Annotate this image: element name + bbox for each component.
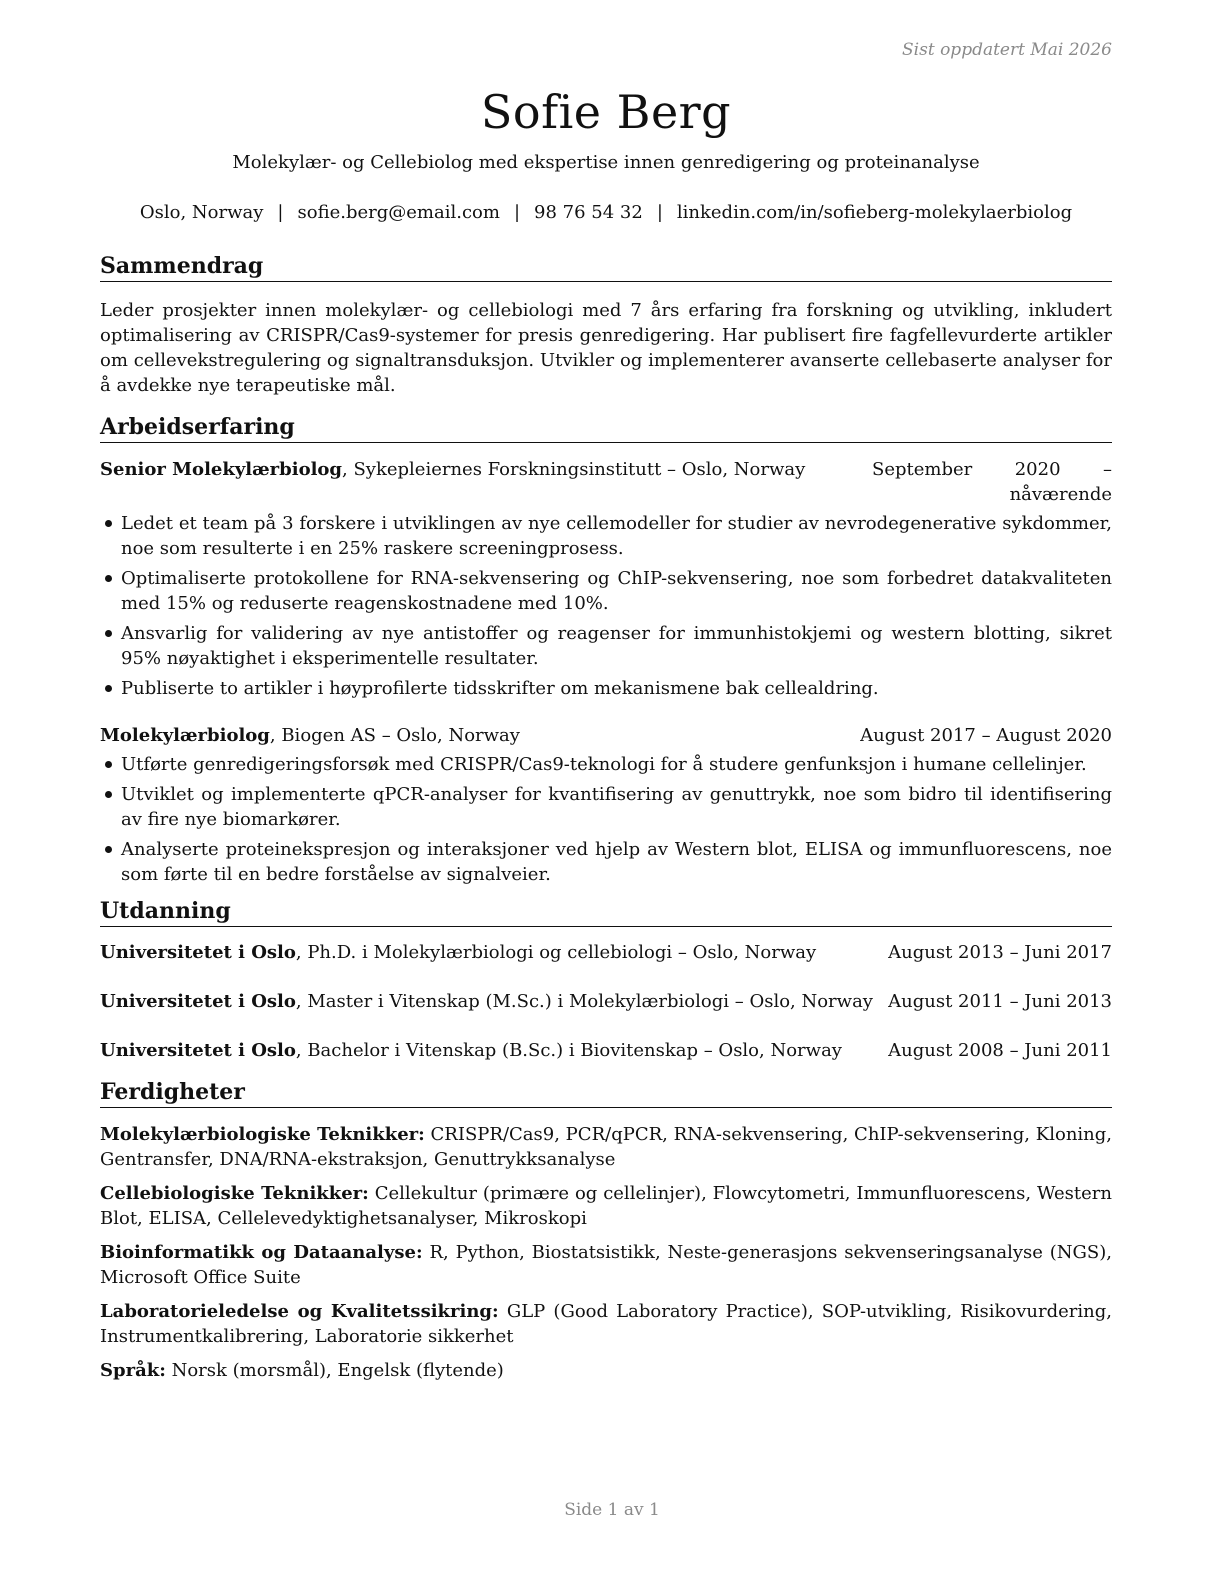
education-school: Universitetet i Oslo	[100, 991, 296, 1012]
skill-text: CRISPR/Cas9, PCR/qPCR, RNA-sekvensering, ChIP-sekvensering, Kloning, Gentransfer, DNA/RNA-ekstraksjon, Genuttrykksanalyse	[100, 1124, 1113, 1170]
list-item: Ledet et team på 3 forskere i utviklingen av nye cellemodeller for studier av nevrodegenerative sykdommer, noe som resulterte i en 25% raskere screeningprosess.	[100, 511, 1112, 561]
job-role: Molekylærbiolog	[100, 725, 270, 746]
education-dates: August 2011 – Juni 2013	[888, 991, 1112, 1012]
list-item: Utviklet og implementerte qPCR-analyser for kvantifisering av genuttrykk, noe som bidro til identifisering av fire nye biomarkører.	[100, 782, 1112, 832]
job-header	[100, 457, 1112, 507]
contact-phone: 98 76 54 32	[534, 202, 643, 223]
section-title-summary: Sammendrag	[100, 252, 1112, 282]
skill-group	[100, 1122, 1112, 1172]
education-dates: August 2008 – Juni 2011	[888, 1040, 1112, 1061]
tagline: Molekylær- og Cellebiolog med ekspertise innen genredigering og proteinanalyse	[232, 152, 980, 173]
job-organization: , Biogen AS – Oslo, Norway	[269, 725, 520, 746]
education-dates: August 2013 – Juni 2017	[888, 942, 1112, 963]
contact-email[interactable]: sofie.berg@email.com	[297, 202, 500, 223]
education-school: Universitetet i Oslo	[100, 942, 296, 963]
job-title-line	[100, 723, 860, 748]
education-title-line	[100, 1038, 842, 1063]
skill-label: Språk:	[100, 1360, 166, 1381]
skill-group	[100, 1358, 1112, 1383]
candidate-name: Sofie Berg	[480, 85, 732, 139]
list-item: Publiserte to artikler i høyprofilerte tidsskrifter om mekanismene bak cellealdring.	[100, 676, 1112, 701]
education-title-line	[100, 940, 816, 965]
list-item: Optimaliserte protokollene for RNA-sekvensering og ChIP-sekvensering, noe som forbedret datakvaliteten med 15% og reduserte reagenskostnadene med 10%.	[100, 566, 1112, 616]
education-degree: , Bachelor i Vitenskap (B.Sc.) i Biovitenskap – Oslo, Norway	[295, 1040, 842, 1061]
list-item: Utførte genredigeringsforsøk med CRISPR/Cas9-teknologi for å studere genfunksjon i humane cellelinjer.	[100, 752, 1112, 777]
section-title-skills: Ferdigheter	[100, 1078, 1112, 1108]
skill-text: GLP (Good Laboratory Practice), SOP-utvikling, Risikovurdering, Instrumentkalibrering, Laboratorie sikkerhet	[100, 1301, 1112, 1347]
education-entry	[100, 940, 1112, 965]
summary-text: Leder prosjekter innen molekylær- og cellebiologi med 7 års erfaring fra forskning og utvikling, inkludert optimalisering av CRISPR/Cas9-systemer for presis genredigering. Har publisert fire fagfellevurderte artikler om cellevekstregulering og signaltransduksjon. Utvikler og implementerer avanserte cellebaserte analyser for å avdekke nye terapeutiske mål.	[100, 300, 1112, 396]
education-entry	[100, 989, 1112, 1014]
job-dates: September 2020 – nåværende	[872, 459, 1112, 505]
section-title-education: Utdanning	[100, 897, 1112, 927]
skill-text: Cellekultur (primære og cellelinjer), Flowcytometri, Immunfluorescens, Western Blot, ELISA, Cellelevedyktighetsanalyser, Mikroskopi	[100, 1183, 1112, 1229]
skill-label: Bioinformatikk og Dataanalyse:	[100, 1242, 423, 1263]
list-item: Analyserte proteinekspresjon og interaksjoner ved hjelp av Western blot, ELISA og immunfluorescens, noe som førte til en bedre forståelse av signalveier.	[100, 837, 1112, 887]
job-entry	[100, 723, 1112, 887]
list-item: Ansvarlig for validering av nye antistoffer og reagenser for immunhistokjemi og western blotting, sikret 95% nøyaktighet i eksperimentelle resultater.	[100, 621, 1112, 671]
contact-separator: |	[277, 202, 284, 223]
contact-linkedin[interactable]: linkedin.com/in/sofieberg-molekylaerbiolog	[676, 202, 1073, 223]
contact-line	[100, 200, 1112, 226]
skill-label: Molekylærbiologiske Teknikker:	[100, 1124, 425, 1145]
page-number: Side 1 av 1	[564, 1500, 660, 1520]
job-dates: August 2017 – August 2020	[860, 725, 1112, 746]
skill-label: Cellebiologiske Teknikker:	[100, 1183, 369, 1204]
skill-text: R, Python, Biostatsistikk, Neste-generasjons sekvenseringsanalyse (NGS), Microsoft Office Suite	[100, 1242, 1112, 1288]
education-entry	[100, 1038, 1112, 1063]
skill-text: Norsk (morsmål), Engelsk (flytende)	[165, 1360, 504, 1381]
education-degree: , Master i Vitenskap (M.Sc.) i Molekylærbiologi – Oslo, Norway	[295, 991, 873, 1012]
skill-group	[100, 1181, 1112, 1231]
job-header	[100, 723, 1112, 748]
job-entry	[100, 457, 1112, 701]
job-role: Senior Molekylærbiolog	[100, 459, 343, 480]
resume-page	[100, 40, 1112, 1383]
skill-group	[100, 1299, 1112, 1349]
education-school: Universitetet i Oslo	[100, 1040, 296, 1061]
section-title-experience: Arbeidserfaring	[100, 413, 1112, 443]
education-title-line	[100, 989, 873, 1014]
contact-separator: |	[513, 202, 521, 223]
job-organization: , Sykepleiernes Forskningsinstitutt – Oslo, Norway	[342, 459, 806, 480]
contact-separator: |	[656, 202, 663, 223]
job-bullets	[100, 752, 1112, 887]
education-degree: , Ph.D. i Molekylærbiologi og cellebiologi – Oslo, Norway	[295, 942, 817, 963]
job-title-line	[100, 457, 872, 507]
job-bullets	[100, 511, 1112, 701]
skill-group	[100, 1240, 1112, 1290]
skill-label: Laboratorieledelse og Kvalitetssikring:	[100, 1301, 499, 1322]
contact-location: Oslo, Norway	[139, 202, 264, 223]
last-updated: Sist oppdatert Mai 2026	[902, 40, 1112, 60]
